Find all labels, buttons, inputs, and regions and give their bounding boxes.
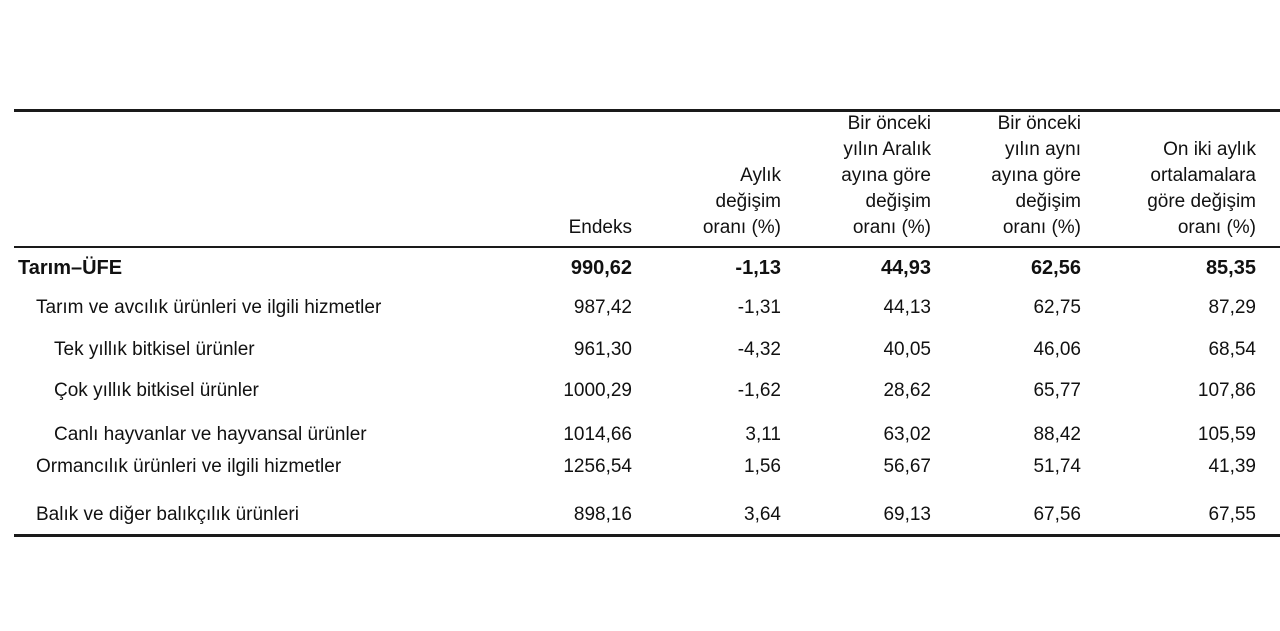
cell-change-vs-same-month: 51,74 — [1033, 456, 1081, 477]
cell-change-vs-december: 28,62 — [883, 380, 931, 401]
cell-change-vs-december: 56,67 — [883, 456, 931, 477]
cell-monthly-change: -1,62 — [737, 380, 781, 401]
row-label: Çok yıllık bitkisel ürünler — [54, 380, 259, 401]
cell-twelve-month-average-change: 85,35 — [1205, 257, 1256, 279]
cell-twelve-month-average-change: 105,59 — [1197, 424, 1256, 445]
row-label: Tarım–ÜFE — [18, 257, 123, 279]
cell-endeks: 961,30 — [573, 339, 632, 360]
table-row — [14, 329, 1280, 370]
cell-twelve-month-average-change: 41,39 — [1208, 456, 1256, 477]
table-row — [14, 493, 1280, 534]
cell-twelve-month-average-change: 68,54 — [1208, 339, 1256, 360]
table-row — [14, 370, 1280, 411]
cell-change-vs-same-month: 62,56 — [1030, 257, 1081, 279]
cell-change-vs-december: 44,93 — [880, 257, 931, 279]
cell-change-vs-december: 40,05 — [883, 339, 931, 360]
table-row — [14, 452, 1280, 493]
cell-change-vs-december: 44,13 — [883, 297, 931, 318]
row-label: Tek yıllık bitkisel ürünler — [54, 339, 255, 360]
table-header — [14, 112, 1280, 246]
cell-endeks: 1014,66 — [563, 424, 632, 445]
cell-monthly-change: 3,11 — [745, 424, 781, 445]
cell-twelve-month-average-change: 107,86 — [1197, 380, 1256, 401]
cell-change-vs-same-month: 62,75 — [1033, 297, 1081, 318]
table-row — [14, 248, 1280, 288]
header-monthly-change: Aylık değişim oranı (%) — [702, 165, 781, 238]
cell-endeks: 990,62 — [570, 257, 632, 279]
header-endeks: Endeks — [568, 217, 632, 238]
cell-change-vs-december: 69,13 — [883, 504, 931, 525]
cell-monthly-change: -1,13 — [735, 257, 781, 279]
cell-monthly-change: -1,31 — [737, 297, 781, 318]
row-label: Canlı hayvanlar ve hayvansal ürünler — [54, 424, 367, 445]
cell-twelve-month-average-change: 87,29 — [1208, 297, 1256, 318]
cell-monthly-change: 3,64 — [744, 504, 781, 525]
header-twelve-month-average-change: On iki aylık ortalamalara göre değişim oranı (%) — [1147, 139, 1256, 238]
row-label: Balık ve diğer balıkçılık ürünleri — [36, 504, 299, 525]
row-label: Ormancılık ürünleri ve ilgili hizmetler — [36, 456, 342, 477]
cell-monthly-change: -4,32 — [737, 339, 781, 360]
table-row — [14, 288, 1280, 329]
cell-change-vs-same-month: 88,42 — [1033, 424, 1081, 445]
cell-endeks: 898,16 — [573, 504, 632, 525]
cell-endeks: 987,42 — [573, 297, 632, 318]
cell-change-vs-same-month: 46,06 — [1033, 339, 1081, 360]
price-index-table — [14, 109, 1280, 537]
cell-change-vs-same-month: 67,56 — [1033, 504, 1081, 525]
cell-twelve-month-average-change: 67,55 — [1208, 504, 1256, 525]
row-label: Tarım ve avcılık ürünleri ve ilgili hizmetler — [36, 297, 382, 318]
cell-change-vs-same-month: 65,77 — [1033, 380, 1081, 401]
cell-endeks: 1256,54 — [563, 456, 632, 477]
header-change-vs-same-month: Bir önceki yılın aynı ayına göre değişim oranı (%) — [991, 113, 1081, 238]
table-row — [14, 411, 1280, 452]
cell-endeks: 1000,29 — [563, 380, 632, 401]
header-change-vs-december: Bir önceki yılın Aralık ayına göre değişim oranı (%) — [841, 113, 931, 238]
cell-change-vs-december: 63,02 — [883, 424, 931, 445]
cell-monthly-change: 1,56 — [744, 456, 781, 477]
